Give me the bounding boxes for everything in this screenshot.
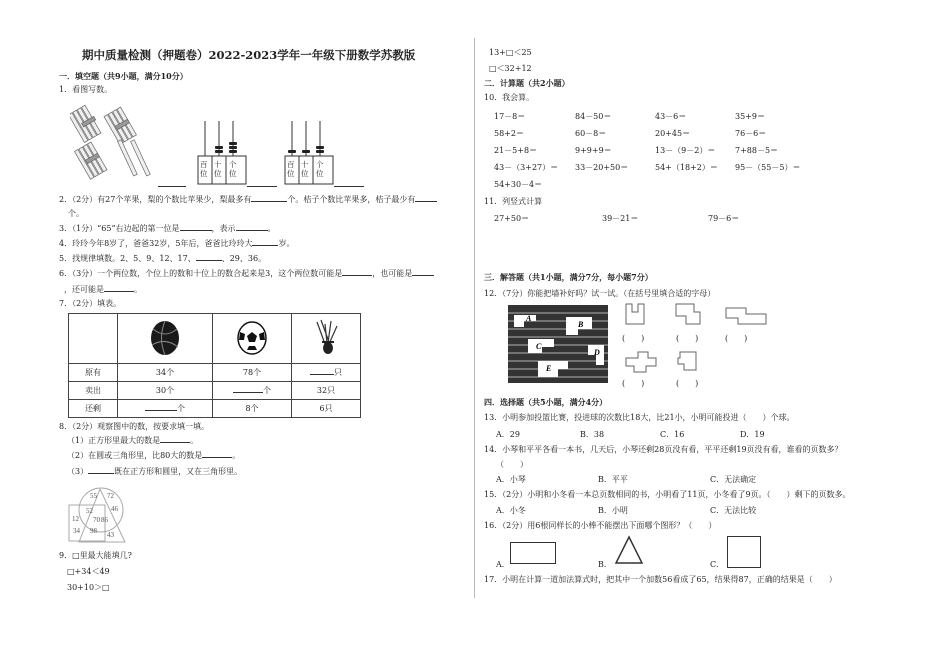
question-9-2: 30+10＞□: [67, 583, 110, 592]
option[interactable]: A．: [496, 560, 510, 569]
shuttlecock-cell: [292, 314, 361, 364]
answer-paren[interactable]: ( ): [676, 334, 699, 343]
answer-blank[interactable]: [252, 245, 278, 246]
table-cell[interactable]: 只: [292, 364, 361, 382]
table-cell: 8个: [213, 400, 292, 418]
section-solve: 三．解答题（共1小题，满分7分，每小题7分）: [484, 272, 653, 282]
vertical-calc-item: 79－6＝: [708, 214, 740, 223]
answer-paren[interactable]: ( ): [676, 379, 699, 388]
table-cell: 6只: [292, 400, 361, 418]
question-8-2: （2）在圆或三角形里，比80大的数是 。: [67, 451, 241, 460]
calc-item: 33－20+50＝: [575, 163, 629, 172]
column-divider: [474, 38, 475, 598]
answer-paren[interactable]: ( ): [622, 334, 645, 343]
answer-blank[interactable]: [180, 230, 212, 231]
question-3: 3．（1分）“65”右边起的第一位是 ，表示 。: [59, 224, 276, 233]
question-8-3: （3） 既在正方形和圆里，又在三角形里。: [67, 467, 243, 476]
puzzle-piece: [726, 308, 766, 324]
table-cell[interactable]: 个: [118, 400, 213, 418]
question-16: 16．（2分）用6根同样长的小棒不能摆出下面哪个图形？（ ）: [484, 521, 717, 530]
puzzle-piece: [676, 304, 700, 324]
calc-item: 35+9＝: [735, 112, 765, 121]
question-10: 10．我会算。: [484, 93, 535, 102]
basketball-icon: [148, 319, 182, 357]
question-2: 2．（2分）有27个苹果，梨的个数比苹果少，梨最多有 个。桔子个数比苹果多，桔子最少有: [59, 194, 437, 205]
calc-item: 76－6＝: [735, 129, 767, 138]
answer-blank[interactable]: [88, 473, 114, 474]
wall-letter: A: [526, 314, 532, 323]
option[interactable]: B．38: [580, 430, 605, 439]
fig-number: 70: [93, 516, 100, 524]
wall-letter: C: [536, 342, 542, 351]
question-9-3: 13+□＜25: [489, 48, 532, 57]
answer-blank[interactable]: [412, 275, 434, 276]
section-choice: 四．选择题（共5小题，满分4分）: [484, 397, 608, 407]
table-row: [69, 382, 361, 400]
puzzle-piece: [678, 352, 696, 370]
option[interactable]: C．: [710, 560, 725, 569]
question-13: 13．小明参加投篮比赛，投进球的次数比18大，比21小，小明可能投进（ ）个球。: [484, 413, 795, 422]
table-cell[interactable]: 个: [213, 382, 292, 400]
option[interactable]: A．小冬: [496, 506, 526, 515]
table-row: [69, 364, 361, 382]
page-title: 期中质量检测（押题卷）2022-2023学年一年级下册数学苏教版: [82, 48, 416, 62]
fig-number: 34: [73, 527, 80, 535]
calc-item: 17－8＝: [494, 112, 526, 121]
calc-item: 43－6＝: [655, 112, 687, 121]
question-6-cont: ，还可能是 。: [64, 285, 142, 294]
table-row-label: 卖出: [69, 382, 118, 400]
puzzle-piece: [626, 352, 656, 372]
abacus-1-ones-label: 个 位: [229, 160, 237, 178]
stick-bundle: [70, 105, 101, 142]
soccer-ball-cell: [213, 314, 292, 364]
puzzle-piece: [626, 304, 644, 324]
answer-blank-sticks[interactable]: [158, 178, 186, 187]
wall-letter: E: [546, 364, 552, 373]
option[interactable]: A．小琴: [496, 475, 526, 484]
calc-item: 60－8＝: [575, 129, 607, 138]
answer-blank[interactable]: [202, 457, 232, 458]
fig-number: 55: [90, 492, 97, 500]
table-corner-cell: [69, 314, 118, 364]
fig-number: 46: [111, 505, 118, 513]
question-11: 11．列竖式计算: [484, 197, 543, 206]
question-9: 9．□里最大能填几?: [59, 551, 132, 560]
abacus-2-hundreds-label: 百 位: [287, 160, 295, 178]
question-14: 14．小琴和平平各看一本书，几天后，小琴还剩28页没有看，平平还剩19页没有看，谁看的页数多？: [484, 445, 843, 454]
fig-number: 86: [101, 516, 108, 524]
question-5: 5．找规律填数。2、5、9、12、17、 、29、36。: [59, 254, 267, 263]
calc-item: 84－50＝: [575, 112, 612, 121]
answer-blank[interactable]: [104, 291, 134, 292]
option[interactable]: A．29: [496, 430, 520, 439]
answer-paren[interactable]: ( ): [622, 379, 645, 388]
fig-number: 52: [86, 507, 93, 515]
wall-letter: B: [578, 320, 584, 329]
option[interactable]: C．无法比较: [710, 506, 757, 515]
question-6: 6．（3分）一个两位数，个位上的数和十位上的数合起来是3，这个两位数可能是 ，也可能是: [59, 268, 434, 279]
triangle-shape: [614, 535, 644, 565]
answer-blank[interactable]: [160, 442, 190, 443]
table-cell: 30个: [118, 382, 213, 400]
question-14-paren[interactable]: （ ）: [496, 460, 528, 469]
abacus-2-ones-label: 个 位: [316, 160, 324, 178]
calc-item: 95－（55－5）＝: [735, 163, 801, 172]
table-row-label: 原有: [69, 364, 118, 382]
square-shape: [727, 536, 761, 568]
fill-table: [68, 313, 361, 418]
abacus-1-tens-label: 十 位: [214, 160, 222, 178]
section-calculation: 二．计算题（共2小题）: [484, 78, 570, 88]
answer-blank-abacus-2[interactable]: [334, 178, 364, 187]
table-row-label: 还剩: [69, 400, 118, 418]
question-8-1: （1）正方形里最大的数是 。: [67, 436, 199, 445]
basketball-cell: [118, 314, 213, 364]
brick-wall-figure: [508, 305, 608, 385]
answer-paren[interactable]: ( ): [725, 334, 748, 343]
rectangle-shape: [510, 542, 556, 564]
question-4: 4．玲玲今年8岁了，爸爸32岁，5年后，爸爸比玲玲大 岁。: [59, 239, 295, 248]
section-fill-blank: 一．填空题（共9小题，满分10分）: [59, 71, 188, 81]
option[interactable]: B．: [598, 560, 612, 569]
table-cell: 34个: [118, 364, 213, 382]
vertical-calc-item: 27+50＝: [494, 214, 530, 223]
soccer-ball-icon: [236, 320, 268, 356]
shuttlecock-icon: [311, 318, 341, 358]
question-2-cont: 个。: [68, 209, 84, 218]
calc-item: 43－（3+27）＝: [494, 163, 559, 172]
calc-item: 54+（18+2）＝: [655, 163, 718, 172]
option[interactable]: C．16: [660, 430, 685, 439]
answer-blank[interactable]: [251, 201, 287, 202]
option[interactable]: B．平平: [598, 475, 628, 484]
abacus-2-tens-label: 十 位: [301, 160, 309, 178]
calc-item: 21－5+8＝: [494, 146, 538, 155]
answer-blank[interactable]: [196, 260, 222, 261]
fig-number: 43: [107, 531, 114, 539]
shapes-numbers-figure: [65, 485, 140, 545]
answer-blank-abacus-1[interactable]: [247, 178, 277, 187]
option[interactable]: C．无法确定: [710, 475, 757, 484]
answer-blank[interactable]: [415, 201, 437, 202]
vertical-calc-item: 39－21＝: [602, 214, 639, 223]
table-cell: 32只: [292, 382, 361, 400]
question-17: 17．小明在计算一道加法算式时，把其中一个加数56看成了65，结果得87，正确的结果是（ ）: [484, 575, 837, 584]
stick-bundle: [104, 107, 136, 144]
question-8: 8．（2分）观察图中的数，按要求填一填。: [59, 422, 210, 431]
stick-bundle: [75, 142, 107, 179]
question-1: 1．看图写数。: [59, 85, 113, 94]
answer-blank[interactable]: [236, 230, 268, 231]
table-row: [69, 400, 361, 418]
question-7: 7．（2分）填表。: [59, 299, 122, 308]
fig-number: 12: [72, 515, 79, 523]
calc-item: 54+30－4＝: [494, 180, 543, 189]
question-9-1: □+34＜49: [67, 567, 110, 576]
calc-item: 20+45＝: [655, 129, 691, 138]
option[interactable]: B．小明: [598, 506, 628, 515]
stick-bundles-figure: [70, 97, 165, 192]
question-12: 12．（7分）你能把墙补好吗？试一试。（在括号里填合适的字母）: [484, 289, 716, 298]
calc-item: 9+9+9＝: [575, 146, 612, 155]
question-15: 15．（2分）小明和小冬看一本总页数相同的书，小明看了11页，小冬看了9页。（ ）剩下的页数多。: [484, 490, 851, 499]
calc-item: 13－（9－2）＝: [655, 146, 716, 155]
wall-letter: D: [594, 348, 600, 357]
answer-blank[interactable]: [342, 275, 372, 276]
question-9-4: □＜32+12: [489, 64, 532, 73]
calc-item: 7+88－5＝: [735, 146, 779, 155]
calc-item: 58+2＝: [494, 129, 524, 138]
table-cell: 78个: [213, 364, 292, 382]
option[interactable]: D．19: [740, 430, 765, 439]
abacus-1-hundreds-label: 百 位: [200, 160, 208, 178]
fig-number: 72: [107, 492, 114, 500]
fig-number: 98: [90, 527, 97, 535]
